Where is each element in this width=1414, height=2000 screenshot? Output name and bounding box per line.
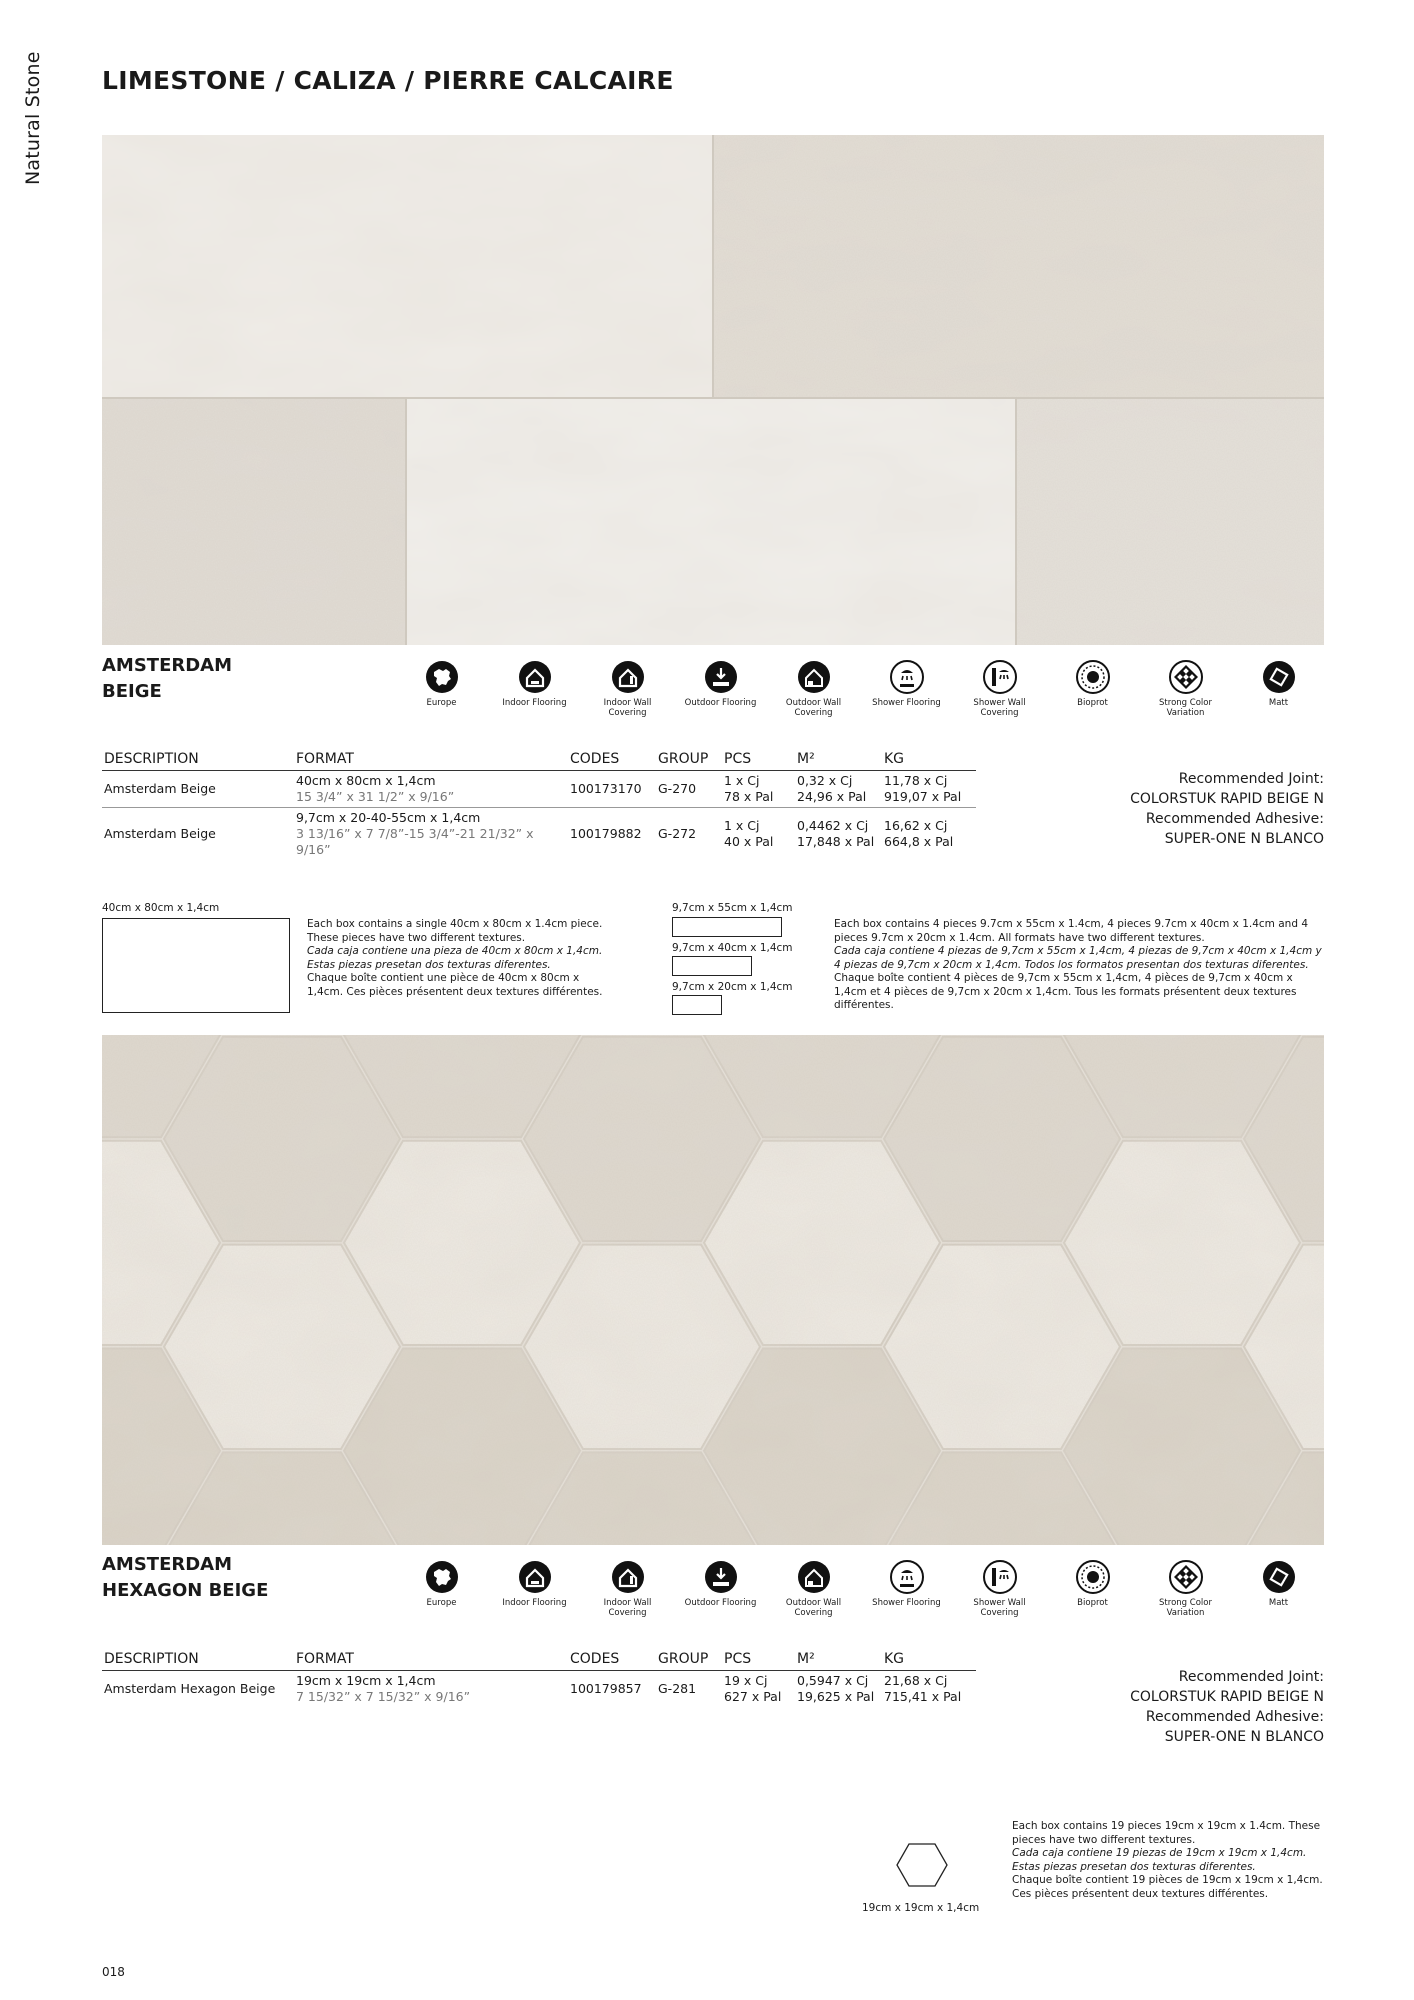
joint-value: COLORSTUK RAPID BEIGE N	[1130, 1689, 1324, 1705]
pcs-cell	[722, 771, 795, 808]
large-format-note	[307, 918, 607, 999]
product-name-line2: BEIGE	[102, 681, 162, 702]
product-name-line2: HEXAGON BEIGE	[102, 1580, 269, 1601]
amsterdam-hexagon-photo	[102, 1035, 1324, 1545]
col-kg: KG	[882, 750, 976, 771]
product-name	[102, 1552, 268, 1604]
col-group: GROUP	[656, 1650, 722, 1671]
col-group: GROUP	[656, 750, 722, 771]
feature-label: Strong Color Variation	[1159, 1598, 1212, 1618]
feature-item	[581, 1560, 674, 1618]
section-label: Natural Stone	[22, 51, 44, 185]
col-pcs: PCS	[722, 750, 795, 771]
kg-cell	[882, 808, 976, 861]
shower-flooring-icon	[890, 660, 924, 694]
europe-icon	[425, 660, 459, 694]
note-en: Each box contains a single 40cm x 80cm x 1.4cm piece. These pieces have two different textures.	[307, 918, 603, 944]
feature-label: Outdoor Flooring	[684, 1598, 757, 1608]
format-metric: 19cm x 19cm x 1,4cm	[296, 1673, 436, 1688]
group-cell: G-281	[658, 1681, 697, 1696]
description-cell: Amsterdam Hexagon Beige	[104, 1681, 276, 1696]
format-imperial: 3 13/16” x 7 7/8”-15 3/4”-21 21/32” x 9/16”	[296, 826, 534, 857]
feature-item	[767, 1560, 860, 1618]
col-format: FORMAT	[294, 1650, 568, 1671]
indoor-flooring-icon	[518, 660, 552, 694]
col-m2: M²	[795, 1650, 882, 1671]
outdoor-wall-covering-icon	[797, 1560, 831, 1594]
table-header-row	[102, 750, 976, 771]
strip-format-note	[834, 918, 1324, 1013]
m2-cell	[795, 771, 882, 808]
kg-pallet: 664,8 x Pal	[884, 834, 954, 849]
strip-55-diagram	[672, 917, 782, 937]
pcs-pallet: 40 x Pal	[724, 834, 774, 849]
note-en: Each box contains 4 pieces 9.7cm x 55cm x 1.4cm, 4 pieces 9.7cm x 40cm x 1.4cm and 4 pieces 9.7cm x 20cm x 1.4cm. All formats have two different textures.	[834, 918, 1309, 944]
group-cell: G-272	[658, 826, 697, 841]
kg-box: 11,78 x Cj	[884, 773, 948, 788]
description-cell: Amsterdam Beige	[104, 826, 216, 841]
feature-item	[581, 660, 674, 718]
feature-label: Outdoor Flooring	[684, 698, 757, 708]
feature-item	[860, 660, 953, 718]
adhesive-label: Recommended Adhesive:	[1145, 1709, 1324, 1725]
m2-cell	[795, 1671, 882, 1708]
shower-wall-covering-icon	[983, 660, 1017, 694]
feature-item	[395, 1560, 488, 1618]
kg-box: 16,62 x Cj	[884, 818, 948, 833]
feature-item	[953, 660, 1046, 718]
adhesive-label: Recommended Adhesive:	[1145, 811, 1324, 827]
shower-flooring-icon	[890, 1560, 924, 1594]
kg-box: 21,68 x Cj	[884, 1673, 948, 1688]
format-cell	[294, 808, 568, 861]
format-metric: 40cm x 80cm x 1,4cm	[296, 773, 436, 788]
table-header-row	[102, 1650, 976, 1671]
feature-label: Europe	[426, 1598, 457, 1608]
indoor-wall-covering-icon	[611, 1560, 645, 1594]
europe-icon	[425, 1560, 459, 1594]
page-title: LIMESTONE / CALIZA / PIERRE CALCAIRE	[102, 66, 674, 95]
joint-value: COLORSTUK RAPID BEIGE N	[1130, 791, 1324, 807]
feature-label: Outdoor Wall Covering	[785, 1598, 842, 1618]
feature-label: Indoor Flooring	[502, 698, 567, 708]
m2-pallet: 19,625 x Pal	[797, 1689, 875, 1704]
note-fr: Chaque boîte contient une pièce de 40cm x 80cm x 1,4cm. Ces pièces présentent deux textures différentes.	[307, 972, 603, 998]
pcs-cell	[722, 1671, 795, 1708]
col-description: DESCRIPTION	[102, 1650, 294, 1671]
m2-pallet: 17,848 x Pal	[797, 834, 875, 849]
feature-label: Indoor Flooring	[502, 1598, 567, 1608]
feature-label: Strong Color Variation	[1159, 698, 1212, 718]
outdoor-flooring-icon	[704, 1560, 738, 1594]
feature-item	[953, 1560, 1046, 1618]
col-kg: KG	[882, 1650, 976, 1671]
large-format-label: 40cm x 80cm x 1,4cm	[102, 902, 220, 914]
feature-label: Shower Wall Covering	[973, 1598, 1026, 1618]
spec-table	[102, 750, 976, 860]
note-fr: Chaque boîte contient 19 pièces de 19cm x 19cm x 1,4cm. Ces pièces présentent deux textures différentes.	[1012, 1874, 1323, 1900]
feature-label: Shower Wall Covering	[973, 698, 1026, 718]
feature-item	[395, 660, 488, 718]
table-row	[102, 771, 976, 808]
page-number: 018	[102, 1965, 125, 1979]
strip-40-label: 9,7cm x 40cm x 1,4cm	[672, 942, 793, 954]
strip-55-label: 9,7cm x 55cm x 1,4cm	[672, 902, 793, 914]
outdoor-wall-covering-icon	[797, 660, 831, 694]
product-name-line1: AMSTERDAM	[102, 1554, 233, 1575]
indoor-wall-covering-icon	[611, 660, 645, 694]
m2-pallet: 24,96 x Pal	[797, 789, 867, 804]
note-es: Cada caja contiene 19 piezas de 19cm x 19cm x 1,4cm. Estas piezas presetan dos texturas diferentes.	[1012, 1847, 1307, 1873]
recommendations	[1130, 769, 1324, 849]
col-m2: M²	[795, 750, 882, 771]
strip-20-diagram	[672, 995, 722, 1015]
feature-item	[488, 1560, 581, 1618]
matt-icon	[1262, 660, 1296, 694]
col-description: DESCRIPTION	[102, 750, 294, 771]
feature-label: Outdoor Wall Covering	[785, 698, 842, 718]
feature-item	[860, 1560, 953, 1618]
product-name-line1: AMSTERDAM	[102, 655, 233, 676]
description-cell: Amsterdam Beige	[102, 771, 294, 808]
table-row	[102, 1671, 976, 1708]
kg-pallet: 715,41 x Pal	[884, 1689, 962, 1704]
strip-20-label: 9,7cm x 20cm x 1,4cm	[672, 981, 793, 993]
feature-item	[1232, 660, 1325, 718]
feature-label: Europe	[426, 698, 457, 708]
format-metric: 9,7cm x 20-40-55cm x 1,4cm	[296, 810, 481, 825]
code-cell: 100179857	[570, 1681, 642, 1696]
feature-item	[1046, 660, 1139, 718]
feature-label: Shower Flooring	[872, 1598, 941, 1608]
feature-label: Shower Flooring	[872, 698, 941, 708]
m2-box: 0,5947 x Cj	[797, 1673, 869, 1688]
note-es: Cada caja contiene una pieza de 40cm x 80cm x 1,4cm. Estas piezas presetan dos texturas diferentes.	[307, 945, 603, 971]
feature-item	[1139, 1560, 1232, 1618]
pcs-box: 1 x Cj	[724, 818, 760, 833]
strip-40-diagram	[672, 956, 752, 976]
adhesive-value: SUPER-ONE N BLANCO	[1164, 831, 1324, 847]
m2-cell	[795, 808, 882, 861]
col-format: FORMAT	[294, 750, 568, 771]
bioprot-icon	[1076, 1560, 1110, 1594]
pcs-cell	[722, 808, 795, 861]
joint-label: Recommended Joint:	[1178, 771, 1324, 787]
feature-item	[488, 660, 581, 718]
col-codes: CODES	[568, 1650, 656, 1671]
kg-pallet: 919,07 x Pal	[884, 789, 962, 804]
feature-item	[1046, 1560, 1139, 1618]
format-imperial: 7 15/32” x 7 15/32” x 9/16”	[296, 1689, 471, 1704]
m2-box: 0,32 x Cj	[797, 773, 853, 788]
hexagon-format-label: 19cm x 19cm x 1,4cm	[862, 1902, 980, 1914]
group-cell: G-270	[656, 771, 722, 808]
code-cell: 100179882	[570, 826, 642, 841]
kg-cell	[882, 771, 976, 808]
feature-label: Indoor Wall Covering	[603, 698, 652, 718]
code-cell: 100173170	[568, 771, 656, 808]
pcs-box: 1 x Cj	[724, 773, 760, 788]
feature-item	[767, 660, 860, 718]
feature-item	[1232, 1560, 1325, 1618]
strong-color-variation-icon	[1169, 660, 1203, 694]
feature-label: Matt	[1268, 698, 1289, 708]
table-row	[102, 808, 976, 861]
feature-icons	[395, 660, 1325, 718]
note-en: Each box contains 19 pieces 19cm x 19cm x 1.4cm. These pieces have two different textures.	[1012, 1820, 1321, 1846]
feature-label: Indoor Wall Covering	[603, 1598, 652, 1618]
format-imperial: 15 3/4” x 31 1/2” x 9/16”	[296, 789, 455, 804]
feature-item	[674, 1560, 767, 1618]
pcs-box: 19 x Cj	[724, 1673, 768, 1688]
outdoor-flooring-icon	[704, 660, 738, 694]
amsterdam-beige-photo	[102, 135, 1324, 645]
recommendations	[1130, 1667, 1324, 1747]
note-fr: Chaque boîte contient 4 pièces de 9,7cm x 55cm x 1,4cm, 4 pièces de 9,7cm x 40cm x 1,4cm et 4 pièces de 9,7cm x 20cm x 1,4cm. Tous les formats présentent deux textures différentes.	[834, 972, 1297, 1011]
product-name	[102, 653, 232, 705]
spec-table	[102, 1650, 976, 1707]
feature-icons	[395, 1560, 1325, 1618]
matt-icon	[1262, 1560, 1296, 1594]
shower-wall-covering-icon	[983, 1560, 1017, 1594]
hexagon-format-note	[1012, 1820, 1324, 1901]
hexagon-format-diagram	[896, 1842, 948, 1888]
feature-label: Matt	[1268, 1598, 1289, 1608]
feature-item	[1139, 660, 1232, 718]
joint-label: Recommended Joint:	[1178, 1669, 1324, 1685]
large-format-diagram	[102, 918, 290, 1013]
col-pcs: PCS	[722, 1650, 795, 1671]
bioprot-icon	[1076, 660, 1110, 694]
adhesive-value: SUPER-ONE N BLANCO	[1164, 1729, 1324, 1745]
feature-label: Bioprot	[1077, 698, 1108, 708]
col-codes: CODES	[568, 750, 656, 771]
note-es: Cada caja contiene 4 piezas de 9,7cm x 55cm x 1,4cm, 4 piezas de 9,7cm x 40cm x 1,4cm y 4 piezas de 9,7cm x 20cm x 1,4cm. Todos los formatos presentan dos texturas diferentes.	[834, 945, 1322, 971]
pcs-pallet: 627 x Pal	[724, 1689, 782, 1704]
feature-label: Bioprot	[1077, 1598, 1108, 1608]
strong-color-variation-icon	[1169, 1560, 1203, 1594]
feature-item	[674, 660, 767, 718]
pcs-pallet: 78 x Pal	[724, 789, 774, 804]
indoor-flooring-icon	[518, 1560, 552, 1594]
format-cell	[294, 771, 568, 808]
m2-box: 0,4462 x Cj	[797, 818, 869, 833]
kg-cell	[882, 1671, 976, 1708]
format-cell	[294, 1671, 568, 1708]
